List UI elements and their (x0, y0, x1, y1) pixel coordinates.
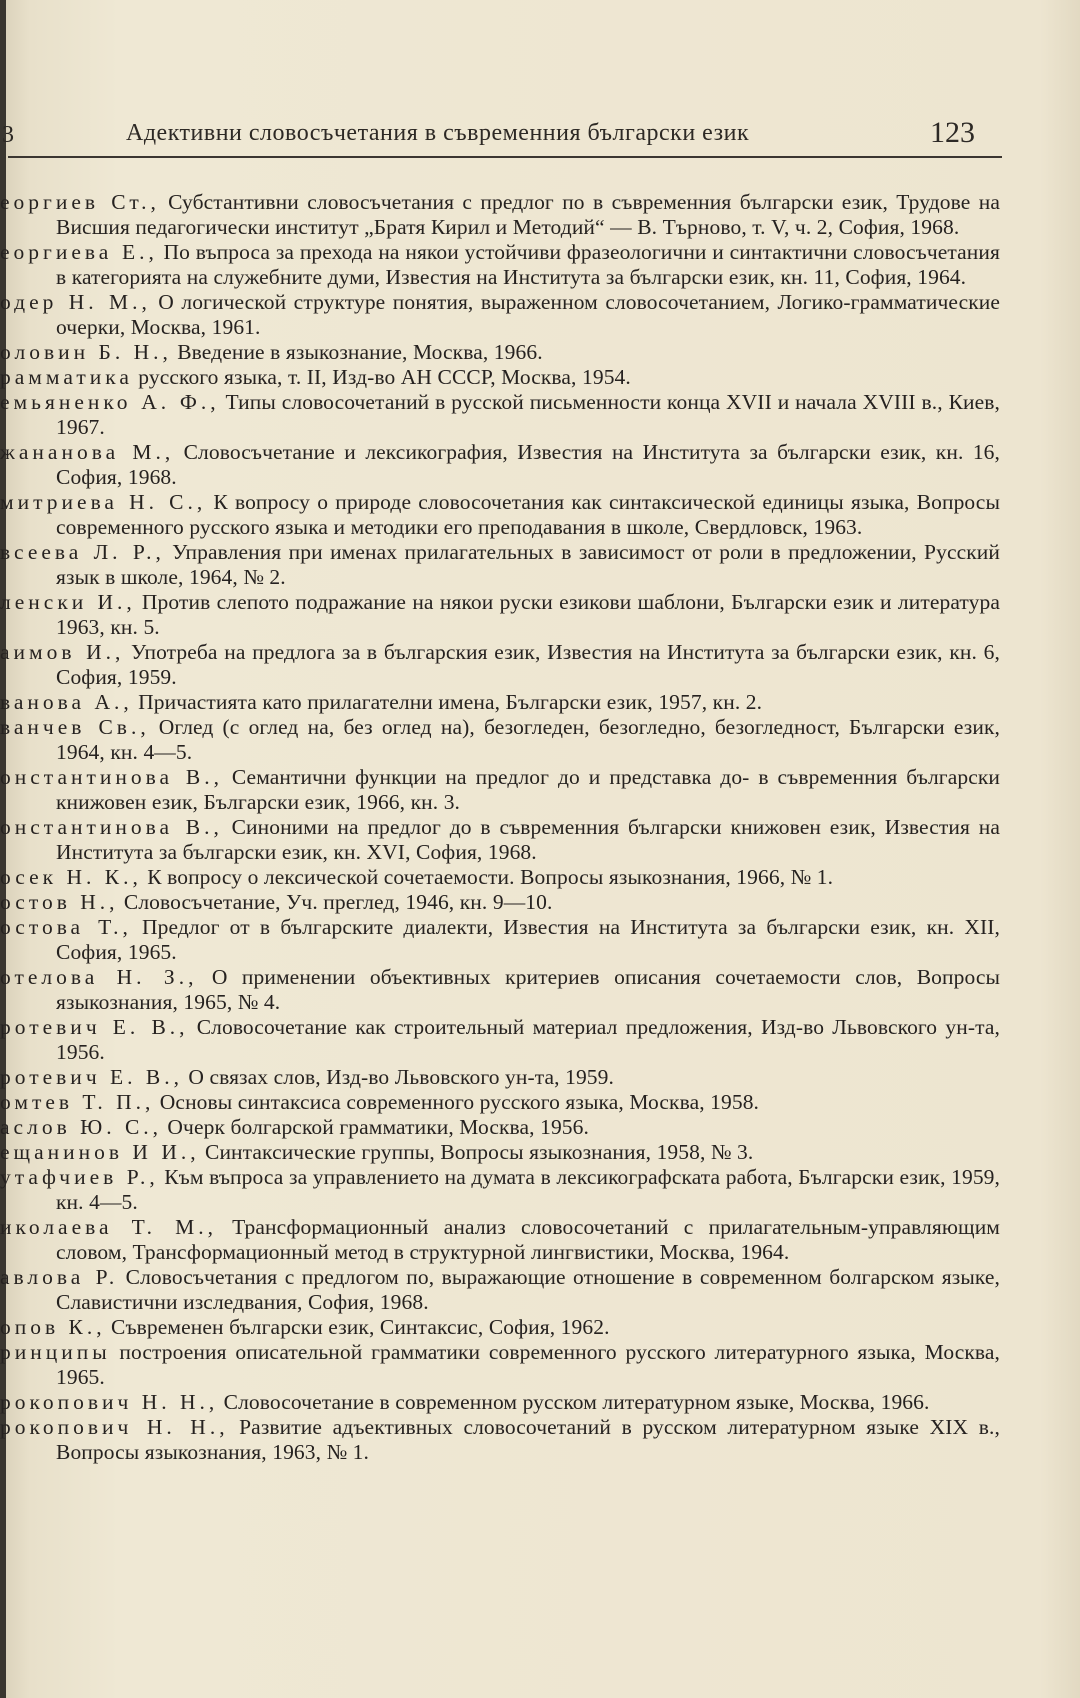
entry-text: Причастията като прилагателни имена, Български език, 1957, кн. 2. (138, 690, 763, 714)
bibliography-entry (0, 490, 1000, 540)
entry-text: Очерк болгарской грамматики, Москва, 1956. (167, 1115, 589, 1139)
entry-author: опов К., (0, 1315, 106, 1339)
bibliography-entry (0, 865, 1000, 890)
running-title: Адективни словосъчетания в съвременния български език (126, 120, 750, 146)
bibliography-list (0, 190, 1000, 1465)
entry-text: Словосъчетание и лексикография, Известия на Института за български език, кн. 16, София, 1968. (56, 440, 1001, 489)
bibliography-entry (0, 365, 1000, 390)
entry-author: остов Н., (0, 890, 119, 914)
bibliography-entry (0, 290, 1000, 340)
bibliography-entry (0, 965, 1000, 1015)
bibliography-entry (0, 890, 1000, 915)
entry-text: Употреба на предлога за в българския език, Известия на Института за български език, кн. 6, София, 1959. (56, 640, 1000, 689)
entry-text: Субстантивни словосъчетания с предлог по в съвременния български език, Трудове на Висшия педагогически институт „Братя Кирил и Методий“ — В. Търново, т. V, ч. 2, София, 1968. (56, 190, 1000, 239)
bibliography-entry (0, 1090, 1000, 1115)
entry-text: Развитие адъективных словосочетаний в русском литературном языке XIX в., Вопросы языкознания, 1963, № 1. (56, 1415, 1000, 1464)
entry-author: отелова Н. З., (0, 965, 198, 989)
entry-text: Оглед (с оглед на, без оглед на), безогледен, безогледно, безогледност, Български език, 1964, кн. 4—5. (56, 715, 1001, 764)
entry-text: Трансформационный анализ словосочетаний с прилагательным-управляющим словом, Трансформационный метод в структурной лингвистики, Москва, 1964. (56, 1215, 1001, 1264)
entry-author: ротевич Е. В., (0, 1015, 189, 1039)
bibliography-entry (0, 590, 1000, 640)
bibliography-entry (0, 815, 1000, 865)
entry-text: К вопросу о лексической сочетаемости. Вопросы языкознания, 1966, № 1. (147, 865, 834, 889)
bibliography-entry (0, 390, 1000, 440)
entry-text: О применении объективных критериев описания сочетаемости слов, Вопросы языкознания, 1965, № 4. (56, 965, 1001, 1014)
bibliography-entry (0, 440, 1000, 490)
entry-author: остова Т., (0, 915, 132, 939)
entry-text: Словосъчетание, Уч. преглед, 1946, кн. 9—10. (123, 890, 553, 914)
entry-text: Управления при именах прилагательных в зависимост от роли в предложении, Русский язык в школе, 1964, № 2. (56, 540, 1000, 589)
bibliography-entry (0, 1015, 1000, 1065)
entry-author: аслов Ю. С., (0, 1115, 163, 1139)
header-rule (8, 156, 1002, 158)
entry-text: Словосочетание в современном русском литературном языке, Москва, 1966. (223, 1390, 930, 1414)
entry-author: онстантинова В., (0, 815, 223, 839)
bibliography-entry (0, 1140, 1000, 1165)
entry-text: Синоними на предлог до в съвременния български книжовен език, Известия на Института за български език, кн. XVI, София, 1968. (56, 815, 1000, 864)
entry-author: аимов И., (0, 640, 125, 664)
entry-text: Семантични функции на предлог до и представка до- в съвременния български книжовен език, Български език, 1966, кн. 3. (56, 765, 1000, 814)
entry-author: рокопович Н. Н., (0, 1415, 229, 1439)
bibliography-entry (0, 190, 1000, 240)
bibliography-entry (0, 240, 1000, 290)
entry-author: всеева Л. Р., (0, 540, 165, 564)
bibliography-entry (0, 1065, 1000, 1090)
bibliography-entry (0, 1415, 1000, 1465)
entry-text: По въпроса за прехода на някои устойчиви фразеологични и синтактични словосъчетания в категорията на служебните думи, Известия на Института за български език, кн. 11, София, 1964. (56, 240, 1000, 289)
entry-author: онстантинова В., (0, 765, 223, 789)
entry-author: авлова Р. (0, 1265, 119, 1289)
entry-author: иколаева Т. М., (0, 1215, 217, 1239)
entry-text: Словосочетание как строительный материал предложения, Изд-во Львовского ун-та, 1956. (56, 1015, 1000, 1064)
entry-text: русского языка, т. II, Изд-во АН СССР, Москва, 1954. (138, 365, 631, 389)
bibliography-entry (0, 690, 1000, 715)
entry-text: О связах слов, Изд-во Львовского ун-та, 1959. (188, 1065, 614, 1089)
bibliography-entry (0, 1115, 1000, 1140)
entry-author: еоргиева Е., (0, 240, 158, 264)
bibliography-entry (0, 765, 1000, 815)
bibliography-entry (0, 915, 1000, 965)
bibliography-entry (0, 540, 1000, 590)
entry-text: Типы словосочетаний в русской письменности конца XVII и начала XVIII в., Киев, 1967. (56, 390, 1001, 439)
entry-text: Съвременен български език, Синтаксис, София, 1962. (111, 1315, 610, 1339)
entry-author: ленски И., (0, 590, 136, 614)
entry-text: Синтаксические группы, Вопросы языкознания, 1958, № 3. (205, 1140, 754, 1164)
entry-author: одер Н. М., (0, 290, 151, 314)
entry-author: оловин Б. Н., (0, 340, 172, 364)
entry-author: рокопович Н. Н., (0, 1390, 219, 1414)
entry-text: Предлог от в българските диалекти, Известия на Института за български език, кн. XII, София, 1965. (56, 915, 1000, 964)
entry-text: К вопросу о природе словосочетания как синтаксической единицы языка, Вопросы современного русского языка и методики его преподавания в школе, Свердловск, 1963. (56, 490, 1000, 539)
bibliography-entry (0, 1165, 1000, 1215)
bibliography-entry (0, 340, 1000, 365)
bibliography-entry (0, 1315, 1000, 1340)
entry-author: емьяненко А. Ф., (0, 390, 220, 414)
entry-text: построения описательной грамматики современного русского литературного языка, Москва, 1965. (56, 1340, 1001, 1389)
entry-text: Введение в языкознание, Москва, 1966. (177, 340, 543, 364)
entry-author: осек Н. К., (0, 865, 142, 889)
entry-author: утафчиев Р., (0, 1165, 159, 1189)
entry-author: ванчев Св., (0, 715, 150, 739)
entry-author: ринципы (0, 1340, 111, 1364)
entry-author: жананова М., (0, 440, 175, 464)
entry-author: омтев Т. П., (0, 1090, 155, 1114)
bibliography-entry (0, 1265, 1000, 1315)
entry-author: митриева Н. С., (0, 490, 207, 514)
bibliography-entry (0, 715, 1000, 765)
bibliography-entry (0, 1340, 1000, 1390)
entry-text: Основы синтаксиса современного русского языка, Москва, 1958. (159, 1090, 760, 1114)
entry-author: ещанинов И И., (0, 1140, 200, 1164)
entry-text: О логической структуре понятия, выраженном словосочетанием, Логико-грамматические очерки, Москва, 1961. (56, 290, 1001, 339)
entry-text: Против слепото подражание на някои руски езикови шаблони, Български език и литература 1963, кн. 5. (56, 590, 1000, 639)
bibliography-entry (0, 1390, 1000, 1415)
entry-author: еоргиев Ст., (0, 190, 160, 214)
running-header (0, 108, 1000, 154)
entry-author: ванова А., (0, 690, 133, 714)
bibliography-entry (0, 1215, 1000, 1265)
page-number: 123 (930, 116, 975, 149)
entry-author: рамматика (0, 365, 133, 389)
bibliography-entry (0, 640, 1000, 690)
entry-author: ротевич Е. В., (0, 1065, 183, 1089)
edge-number: 3 (2, 122, 14, 148)
entry-text: Към въпроса за управлението на думата в лексикографската работа, Български език, 1959, кн. 4—5. (56, 1165, 1000, 1214)
entry-text: Словосъчетания с предлогом по, выражающие отношение в современном болгарском языке, Славистични изследвания, София, 1968. (56, 1265, 1001, 1314)
